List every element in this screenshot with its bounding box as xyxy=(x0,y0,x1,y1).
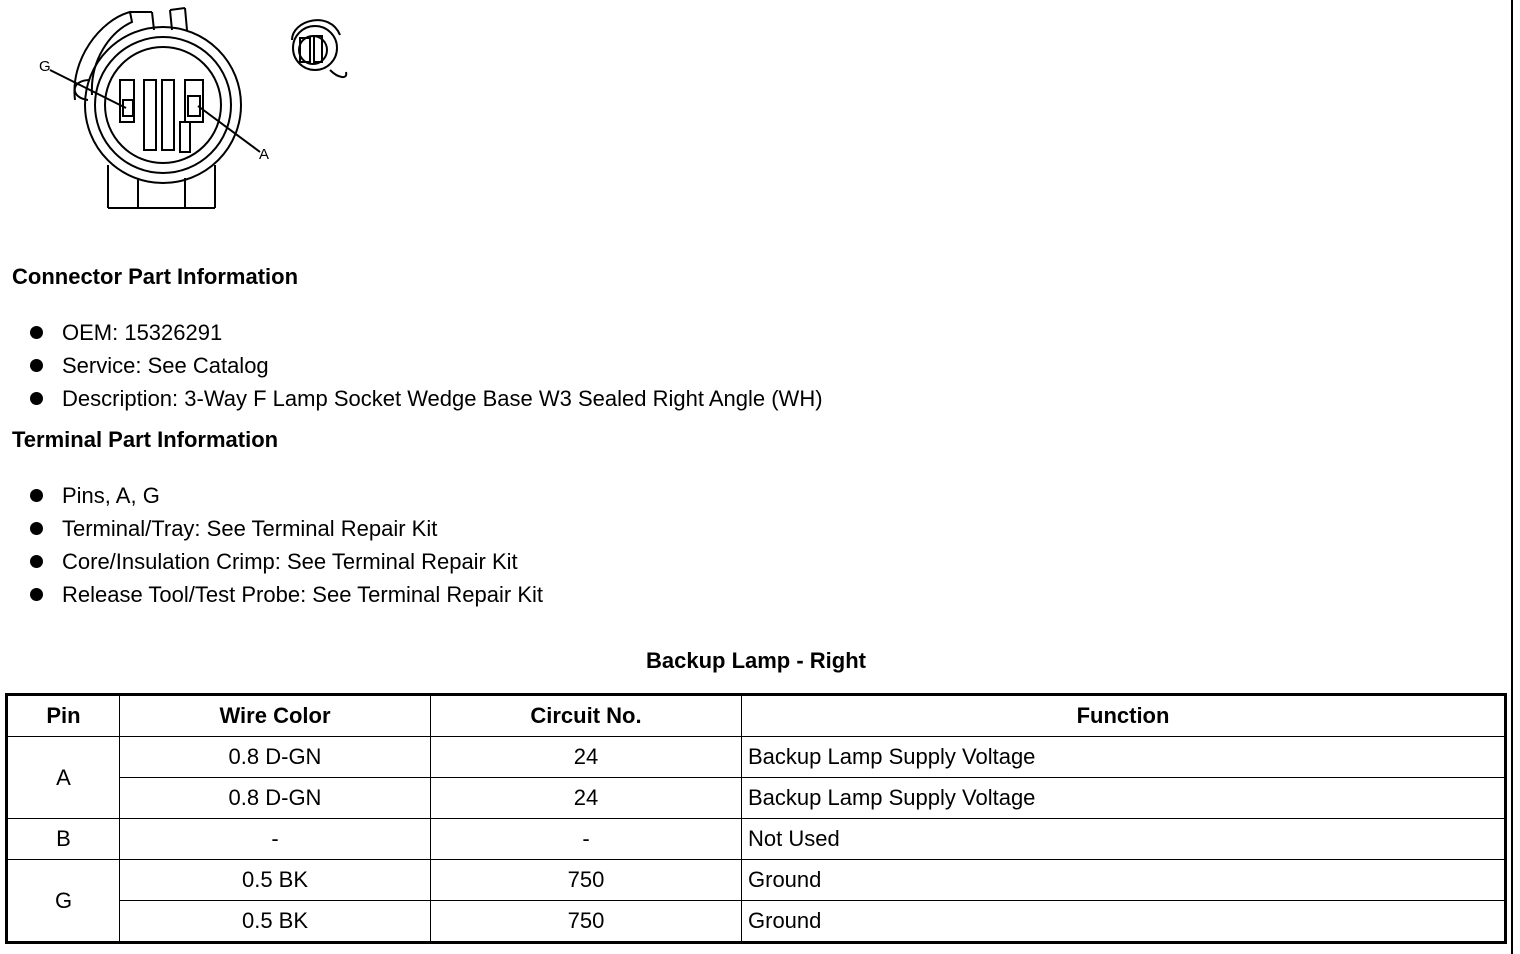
pinout-table xyxy=(5,693,1507,944)
column-header-circuit-no: Circuit No. xyxy=(431,695,742,737)
table-row xyxy=(7,901,1506,943)
bullet-icon xyxy=(30,489,43,502)
connector-part-info-heading: Connector Part Information xyxy=(12,264,299,289)
function-cell: Backup Lamp Supply Voltage xyxy=(742,737,1506,778)
list-item-text: Release Tool/Test Probe: See Terminal Repair Kit xyxy=(62,582,543,607)
wire-color-cell: 0.8 D-GN xyxy=(120,778,431,819)
table-row xyxy=(7,860,1506,901)
bullet-icon xyxy=(30,392,43,405)
bullet-icon xyxy=(30,359,43,372)
list-item xyxy=(28,349,823,382)
table-header-row xyxy=(7,695,1506,737)
list-item xyxy=(28,545,543,578)
pin-cell: A xyxy=(7,737,120,819)
pin-cell: B xyxy=(7,819,120,860)
list-item xyxy=(28,512,543,545)
table-row xyxy=(7,737,1506,778)
bullet-icon xyxy=(30,326,43,339)
pin-cell: G xyxy=(7,860,120,943)
page-border-right xyxy=(1511,0,1513,954)
wire-color-cell: 0.5 BK xyxy=(120,901,431,943)
terminal-part-info-heading: Terminal Part Information xyxy=(12,427,279,452)
function-cell: Ground xyxy=(742,901,1506,943)
circuit-cell: 750 xyxy=(431,901,742,943)
table-row xyxy=(7,819,1506,860)
connector-part-info-list xyxy=(28,316,823,415)
list-item-text: Description: 3-Way F Lamp Socket Wedge Base W3 Sealed Right Angle (WH) xyxy=(62,386,823,411)
list-item-text: Pins, A, G xyxy=(62,483,160,508)
terminal-part-info-list xyxy=(28,479,543,611)
list-item-text: OEM: 15326291 xyxy=(62,320,223,345)
bullet-icon xyxy=(30,522,43,535)
connector-face-illustration xyxy=(30,0,370,220)
wire-color-cell: - xyxy=(120,819,431,860)
connector-diagram xyxy=(30,0,370,225)
circuit-cell: - xyxy=(431,819,742,860)
wire-color-cell: 0.8 D-GN xyxy=(120,737,431,778)
list-item xyxy=(28,578,543,611)
list-item-text: Terminal/Tray: See Terminal Repair Kit xyxy=(62,516,438,541)
circuit-cell: 24 xyxy=(431,778,742,819)
wire-color-cell: 0.5 BK xyxy=(120,860,431,901)
column-header-wire-color: Wire Color xyxy=(120,695,431,737)
function-cell: Backup Lamp Supply Voltage xyxy=(742,778,1506,819)
circuit-cell: 24 xyxy=(431,737,742,778)
pin-label-g: G xyxy=(39,58,51,75)
column-header-function: Function xyxy=(742,695,1506,737)
column-header-pin: Pin xyxy=(7,695,120,737)
table-title: Backup Lamp - Right xyxy=(645,648,866,673)
list-item xyxy=(28,382,823,415)
list-item-text: Core/Insulation Crimp: See Terminal Repair Kit xyxy=(62,549,518,574)
table-row xyxy=(7,778,1506,819)
bullet-icon xyxy=(30,555,43,568)
pin-label-a: A xyxy=(259,146,270,163)
list-item-text: Service: See Catalog xyxy=(62,353,269,378)
bullet-icon xyxy=(30,588,43,601)
circuit-cell: 750 xyxy=(431,860,742,901)
list-item xyxy=(28,316,823,349)
list-item xyxy=(28,479,543,512)
function-cell: Ground xyxy=(742,860,1506,901)
function-cell: Not Used xyxy=(742,819,1506,860)
